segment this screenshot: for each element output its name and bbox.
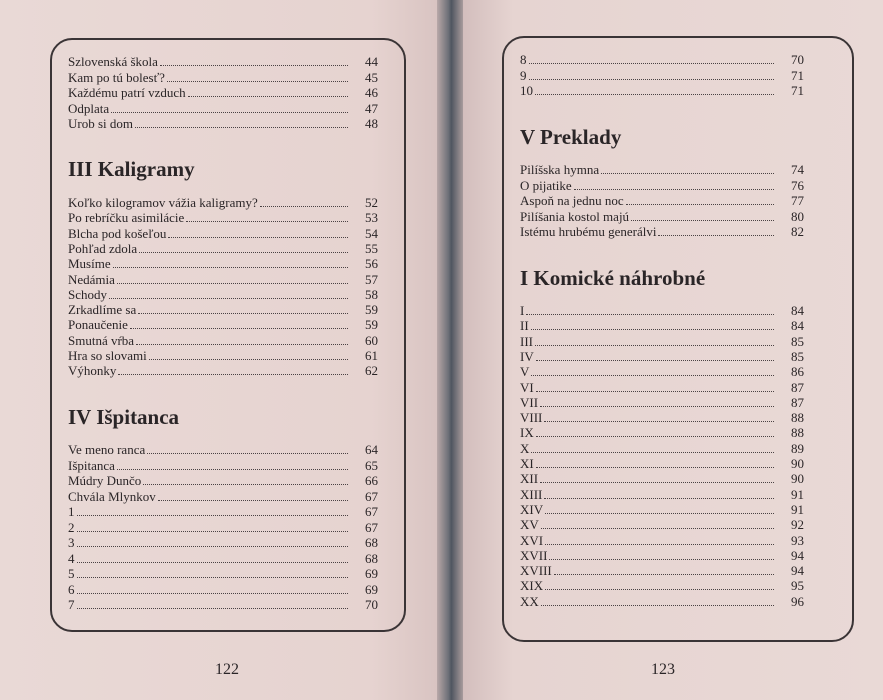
toc-entry-page: 53 <box>365 210 378 226</box>
section-heading: III Kaligramy <box>68 157 195 181</box>
toc-entry-page: 60 <box>365 332 378 348</box>
toc-entry-title: Každému patrí vzduch <box>68 85 186 100</box>
toc-entry-title: IX <box>520 425 534 441</box>
toc-entry-page: 68 <box>365 550 378 566</box>
toc-entry <box>520 425 804 441</box>
dot-leader <box>186 210 348 222</box>
dot-leader <box>136 333 348 345</box>
toc-entry-page: 85 <box>791 348 804 364</box>
dot-leader <box>526 303 774 315</box>
toc-entry-title: Chvála Mlynkov <box>68 488 156 504</box>
toc-entry-page: 94 <box>791 547 804 563</box>
toc-entry-title: Musíme <box>68 256 111 272</box>
toc-entry <box>520 517 804 533</box>
toc-entry-page: 71 <box>791 83 804 98</box>
toc-entry <box>520 410 804 426</box>
dot-leader <box>531 364 774 376</box>
toc-entry-page: 48 <box>365 116 378 131</box>
toc-entry-page: 80 <box>791 208 804 224</box>
dot-leader <box>158 489 348 501</box>
dot-leader <box>260 195 348 207</box>
dot-leader <box>540 395 774 407</box>
dot-leader <box>529 52 775 64</box>
toc-entry-page: 91 <box>791 501 804 517</box>
toc-entry-page: 65 <box>365 457 378 473</box>
dot-leader <box>545 502 774 514</box>
toc-entry-title: I <box>520 303 525 318</box>
toc-entry-page: 91 <box>791 486 804 502</box>
toc-entry <box>520 318 804 334</box>
toc-entry <box>520 349 804 365</box>
dot-leader <box>109 287 348 299</box>
toc-entry-title: 4 <box>68 550 75 566</box>
dot-leader <box>147 442 348 454</box>
toc-entry-title: Szlovenská škola <box>68 54 158 69</box>
toc-entry-title: Smutná vŕba <box>68 332 135 348</box>
toc-entry <box>68 272 378 288</box>
toc-entry <box>68 317 378 333</box>
dot-leader <box>535 334 774 346</box>
toc-entry <box>520 178 804 194</box>
toc-entry-page: 89 <box>791 440 804 456</box>
dot-leader <box>188 85 348 97</box>
toc-entry-page: 66 <box>365 473 378 488</box>
toc-entry <box>68 116 378 132</box>
toc-entry <box>68 226 378 242</box>
toc-entry-title: Zrkadlíme sa <box>68 302 137 318</box>
dot-leader <box>149 348 348 360</box>
toc-entry-title: XX <box>520 593 539 609</box>
dot-leader <box>626 193 774 205</box>
toc-entry <box>520 193 804 209</box>
toc-entry <box>68 458 378 474</box>
toc-entry-title: 8 <box>520 52 527 67</box>
toc-entry-page: 70 <box>365 597 378 612</box>
toc-entry-title: O pijatike <box>520 177 572 193</box>
toc-entry-page: 88 <box>791 425 804 441</box>
dot-leader <box>536 456 774 468</box>
toc-entry <box>520 502 804 518</box>
toc-entry-title: XVI <box>520 532 544 548</box>
section-heading: IV Išpitanca <box>68 405 180 429</box>
toc-entry-page: 74 <box>791 162 804 177</box>
toc-entry-title: Schody <box>68 286 107 302</box>
toc-entry-page: 47 <box>365 100 378 116</box>
toc-entry-title: X <box>520 440 530 456</box>
toc-entry-page: 44 <box>365 54 378 69</box>
dot-leader <box>113 256 348 268</box>
toc-entry-page: 71 <box>791 67 804 83</box>
dot-leader <box>554 563 774 575</box>
toc-entry-title: XIV <box>520 501 544 517</box>
toc-entry-title: VIII <box>520 410 543 426</box>
toc-entry-title: III <box>520 333 533 349</box>
toc-entry-title: Urob si dom <box>68 116 133 131</box>
toc-entry-page: 84 <box>791 303 804 318</box>
toc-entry <box>68 256 378 272</box>
toc-entry-page: 56 <box>365 256 378 272</box>
toc-entry <box>520 471 804 487</box>
toc-entry <box>520 441 804 457</box>
toc-entry <box>520 548 804 564</box>
dot-leader <box>545 578 774 590</box>
section-heading: V Preklady <box>520 125 622 149</box>
toc-entry-page: 90 <box>791 471 804 487</box>
toc-entry <box>520 395 804 411</box>
dot-leader <box>167 70 348 82</box>
toc-entry-title: Išpitanca <box>68 457 115 473</box>
dot-leader <box>544 410 774 422</box>
section-heading: I Komické náhrobné <box>520 266 706 290</box>
toc-entry <box>68 597 378 613</box>
toc-entry-page: 57 <box>365 271 378 287</box>
dot-leader <box>168 226 348 238</box>
toc-entry-title: VI <box>520 379 534 395</box>
toc-entry <box>68 566 378 582</box>
toc-entry <box>68 302 378 318</box>
toc-entry-title: Hra so slovami <box>68 348 147 363</box>
toc-entry-title: 3 <box>68 535 75 550</box>
toc-entry <box>68 287 378 303</box>
toc-entry-page: 92 <box>791 517 804 533</box>
dot-leader <box>77 504 349 516</box>
toc-entry <box>520 563 804 579</box>
toc-entry-page: 94 <box>791 563 804 579</box>
right-page-number: 123 <box>651 661 675 678</box>
toc-entry <box>68 195 378 211</box>
toc-entry-title: Pilíšania kostol majú <box>520 208 630 224</box>
toc-entry <box>520 334 804 350</box>
dot-leader <box>143 473 348 485</box>
toc-entry-title: Istému hrubému generálvi <box>520 224 657 239</box>
toc-entry-page: 67 <box>365 519 378 535</box>
toc-entry-page: 52 <box>365 195 378 210</box>
toc-entry-title: Koľko kilogramov vážia kaligramy? <box>68 195 258 210</box>
toc-entry-title: Ve meno ranca <box>68 442 146 457</box>
toc-entry-page: 87 <box>791 394 804 410</box>
dot-leader <box>574 178 774 190</box>
toc-entry-title: XVIII <box>520 563 552 579</box>
toc-entry <box>520 364 804 380</box>
toc-entry-title: Ponaučenie <box>68 317 128 333</box>
toc-entry-page: 55 <box>365 240 378 256</box>
toc-entry <box>68 333 378 349</box>
toc-entry-title: 1 <box>68 504 75 519</box>
toc-entry-page: 87 <box>791 379 804 395</box>
toc-entry-title: 5 <box>68 566 75 581</box>
toc-entry-title: II <box>520 318 529 334</box>
dot-leader <box>549 548 774 560</box>
toc-entry-page: 96 <box>791 593 804 609</box>
toc-entry <box>68 520 378 536</box>
toc-entry-page: 46 <box>365 85 378 100</box>
toc-entry <box>520 578 804 594</box>
dot-leader <box>601 162 774 174</box>
toc-entry <box>520 83 804 99</box>
toc-entry-page: 58 <box>365 286 378 302</box>
left-page-number: 122 <box>215 661 239 678</box>
toc-entry-title: Odplata <box>68 100 110 116</box>
toc-entry-page: 67 <box>365 504 378 519</box>
toc-entry-page: 76 <box>791 177 804 193</box>
toc-entry <box>68 442 378 458</box>
toc-entry <box>520 52 804 68</box>
toc-entry-title: 7 <box>68 597 75 612</box>
toc-entry-title: XI <box>520 456 534 471</box>
toc-entry <box>520 303 804 319</box>
dot-leader <box>541 594 774 606</box>
toc-entry-title: 2 <box>68 519 75 535</box>
toc-entry <box>68 582 378 598</box>
toc-entry <box>68 241 378 257</box>
dot-leader <box>135 116 348 128</box>
toc-entry-page: 88 <box>791 410 804 426</box>
toc-entry-page: 93 <box>791 532 804 548</box>
toc-entry-page: 77 <box>791 193 804 208</box>
dot-leader <box>77 520 349 532</box>
toc-entry <box>520 594 804 610</box>
toc-entry <box>520 162 804 178</box>
toc-entry-title: VII <box>520 394 539 410</box>
dot-leader <box>529 68 775 80</box>
toc-entry-title: Múdry Dunčo <box>68 473 142 488</box>
toc-entry-page: 54 <box>365 225 378 241</box>
dot-leader <box>536 349 774 361</box>
toc-entry <box>520 456 804 472</box>
dot-leader <box>658 224 774 236</box>
dot-leader <box>531 318 774 330</box>
toc-entry-page: 59 <box>365 317 378 333</box>
toc-entry-title: Aspoň na jednu noc <box>520 193 624 208</box>
toc-entry-title: XIII <box>520 486 543 502</box>
toc-entry-title: Kam po tú bolesť? <box>68 69 165 85</box>
book-gutter <box>437 0 463 700</box>
toc-entry-page: 86 <box>791 364 804 380</box>
toc-entry <box>68 101 378 117</box>
toc-entry-page: 61 <box>365 348 378 363</box>
toc-entry-title: 9 <box>520 67 527 83</box>
toc-entry-page: 68 <box>365 535 378 550</box>
toc-entry <box>68 489 378 505</box>
toc-entry <box>68 348 378 364</box>
dot-leader <box>531 441 774 453</box>
toc-entry-title: Výhonky <box>68 363 117 379</box>
dot-leader <box>535 83 774 95</box>
dot-leader <box>117 458 348 470</box>
toc-entry-page: 70 <box>791 52 804 67</box>
toc-entry-page: 90 <box>791 456 804 471</box>
dot-leader <box>541 517 774 529</box>
toc-entry <box>68 85 378 101</box>
dot-leader <box>536 380 774 392</box>
toc-entry-title: Nedámia <box>68 271 115 287</box>
toc-entry-page: 95 <box>791 578 804 594</box>
toc-entry <box>520 68 804 84</box>
dot-leader <box>545 533 774 545</box>
dot-leader <box>117 272 348 284</box>
toc-entry-title: Po rebríčku asimilácie <box>68 210 185 226</box>
toc-entry-title: XV <box>520 517 539 533</box>
dot-leader <box>118 363 348 375</box>
dot-leader <box>77 597 349 609</box>
toc-entry-title: XVII <box>520 547 548 563</box>
toc-entry <box>520 224 804 240</box>
toc-entry-page: 45 <box>365 69 378 85</box>
toc-entry-page: 69 <box>365 581 378 597</box>
toc-entry-page: 64 <box>365 442 378 457</box>
toc-entry-title: V <box>520 364 530 380</box>
dot-leader <box>631 209 774 221</box>
dot-leader <box>160 54 348 66</box>
toc-entry-page: 82 <box>791 224 804 239</box>
toc-entry <box>520 380 804 396</box>
toc-entry-title: 10 <box>520 83 533 98</box>
dot-leader <box>540 471 774 483</box>
toc-entry-title: XIX <box>520 578 544 594</box>
dot-leader <box>77 551 349 563</box>
toc-entry <box>68 210 378 226</box>
toc-entry-page: 85 <box>791 333 804 349</box>
toc-entry-title: XII <box>520 471 539 487</box>
toc-entry <box>520 533 804 549</box>
dot-leader <box>77 566 349 578</box>
toc-entry <box>68 54 378 70</box>
toc-entry <box>68 504 378 520</box>
toc-entry-title: 6 <box>68 581 75 597</box>
dot-leader <box>77 535 349 547</box>
toc-entry <box>520 209 804 225</box>
dot-leader <box>77 582 349 594</box>
toc-entry <box>68 363 378 379</box>
dot-leader <box>138 302 348 314</box>
dot-leader <box>111 101 348 113</box>
toc-entry <box>68 551 378 567</box>
toc-entry-title: Pilíšska hymna <box>520 162 600 177</box>
toc-entry <box>68 473 378 489</box>
toc-entry-title: Blcha pod košeľou <box>68 225 167 241</box>
toc-entry <box>520 487 804 503</box>
toc-entry <box>68 535 378 551</box>
toc-entry-title: Pohľad zdola <box>68 240 138 256</box>
dot-leader <box>536 425 774 437</box>
toc-entry-page: 69 <box>365 566 378 581</box>
toc-entry-page: 59 <box>365 302 378 318</box>
toc-entry-title: IV <box>520 348 534 364</box>
toc-entry-page: 84 <box>791 318 804 334</box>
toc-entry <box>68 70 378 86</box>
dot-leader <box>130 317 348 329</box>
toc-entry-page: 67 <box>365 488 378 504</box>
dot-leader <box>544 487 774 499</box>
toc-entry-page: 62 <box>365 363 378 379</box>
dot-leader <box>139 241 348 253</box>
